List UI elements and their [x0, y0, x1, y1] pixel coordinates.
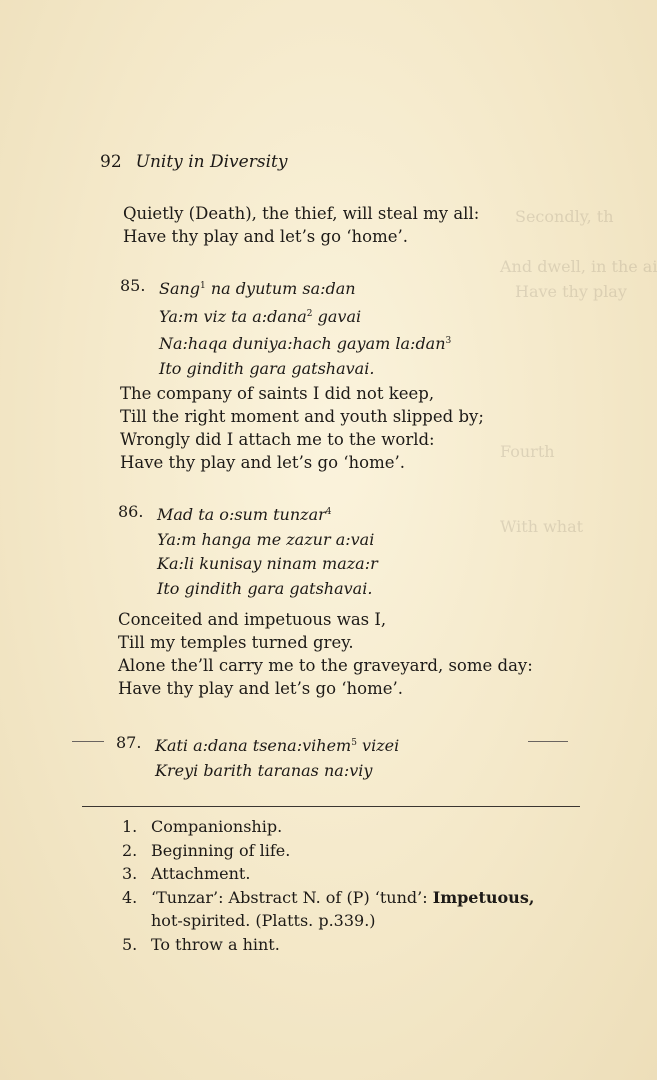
intro-stanza — [123, 202, 479, 248]
footnote-item — [122, 839, 534, 863]
running-header — [100, 152, 287, 172]
verse-line: Ito gindith gara gatshavai. — [159, 358, 375, 378]
verse-line: Mad ta o:sum tunzar$^4$ — [157, 505, 332, 524]
verse-number: 87. — [116, 733, 142, 752]
translation-85 — [120, 382, 484, 474]
footnote-item — [122, 815, 534, 839]
page-number: 92 — [100, 152, 122, 172]
show-through-text: Have thy play — [515, 282, 627, 301]
footnote-text: To throw a hint. — [151, 934, 280, 954]
verse-line: Kreyi barith taranas na:viy — [155, 760, 373, 780]
footnote-item — [122, 933, 534, 957]
verse-number: 86. — [118, 502, 144, 521]
footnotes — [122, 815, 534, 956]
verse-line: Ya:m viz ta a:dana$^2$ gavai — [159, 306, 362, 326]
text-line: Have thy play and let’s go ‘home’. — [118, 679, 403, 698]
footnote-number: 4. — [122, 887, 138, 907]
verse-line: Na:haqa duniya:hach gayam la:dan$^3$ — [159, 334, 452, 353]
footnote-item — [122, 862, 534, 886]
verse-85 — [120, 274, 451, 381]
footnote-text: Beginning of life. — [151, 840, 291, 860]
margin-mark — [72, 741, 104, 742]
translation-86 — [118, 608, 533, 700]
verse-line: Ka:li kunisay ninam maza:r — [157, 554, 378, 573]
footnote-text: Companionship. — [151, 817, 283, 836]
book-title: Unity in Diversity — [135, 152, 288, 172]
show-through-text: Secondly, th — [515, 207, 614, 226]
footnote-number: 3. — [122, 864, 138, 883]
footnote-text-bold: Impetuous, — [432, 887, 535, 907]
show-through-text: Fourth — [500, 442, 555, 461]
footnote-continuation: hot-spirited. (Platts. p.339.) — [151, 911, 376, 930]
text-line: Wrongly did I attach me to the world: — [120, 430, 435, 449]
text-line: Till my temples turned grey. — [118, 633, 354, 652]
footnote-number: 5. — [122, 934, 138, 954]
text-line: The company of saints I did not keep, — [120, 384, 435, 403]
footnote-rule — [82, 806, 580, 807]
text-line: Quietly (Death), the thief, will steal my all: — [123, 204, 480, 223]
footnote-number: 2. — [122, 840, 138, 860]
verse-number: 85. — [120, 276, 146, 295]
text-line: Have thy play and let’s go ‘home’. — [123, 227, 408, 246]
verse-87 — [116, 731, 399, 783]
verse-line: Ito gindith gara gatshavai. — [157, 578, 373, 598]
verse-line: Ya:m hanga me zazur a:vai — [157, 529, 375, 549]
text-line: Have thy play and let’s go ‘home’. — [120, 453, 405, 472]
show-through-text: With what — [500, 517, 584, 536]
footnote-text: Attachment. — [151, 864, 251, 883]
footnote-number: 1. — [122, 817, 138, 836]
text-line: Alone the’ll carry me to the graveyard, some day: — [118, 656, 533, 675]
margin-mark — [528, 741, 568, 742]
verse-86 — [118, 500, 378, 601]
verse-line: Sang$^1$ na dyutum sa:dan — [159, 279, 356, 298]
footnote-item — [122, 886, 534, 910]
text-line: Till the right moment and youth slipped by; — [120, 407, 484, 426]
text-line: Conceited and impetuous was I, — [118, 610, 387, 629]
show-through-text: And dwell, in the ai — [500, 257, 657, 276]
verse-line: Kati a:dana tsena:vihem$^5$ vizei — [155, 736, 400, 755]
footnote-text: ‘Tunzar’: Abstract N. of (P) ‘tund’: — [151, 887, 433, 907]
